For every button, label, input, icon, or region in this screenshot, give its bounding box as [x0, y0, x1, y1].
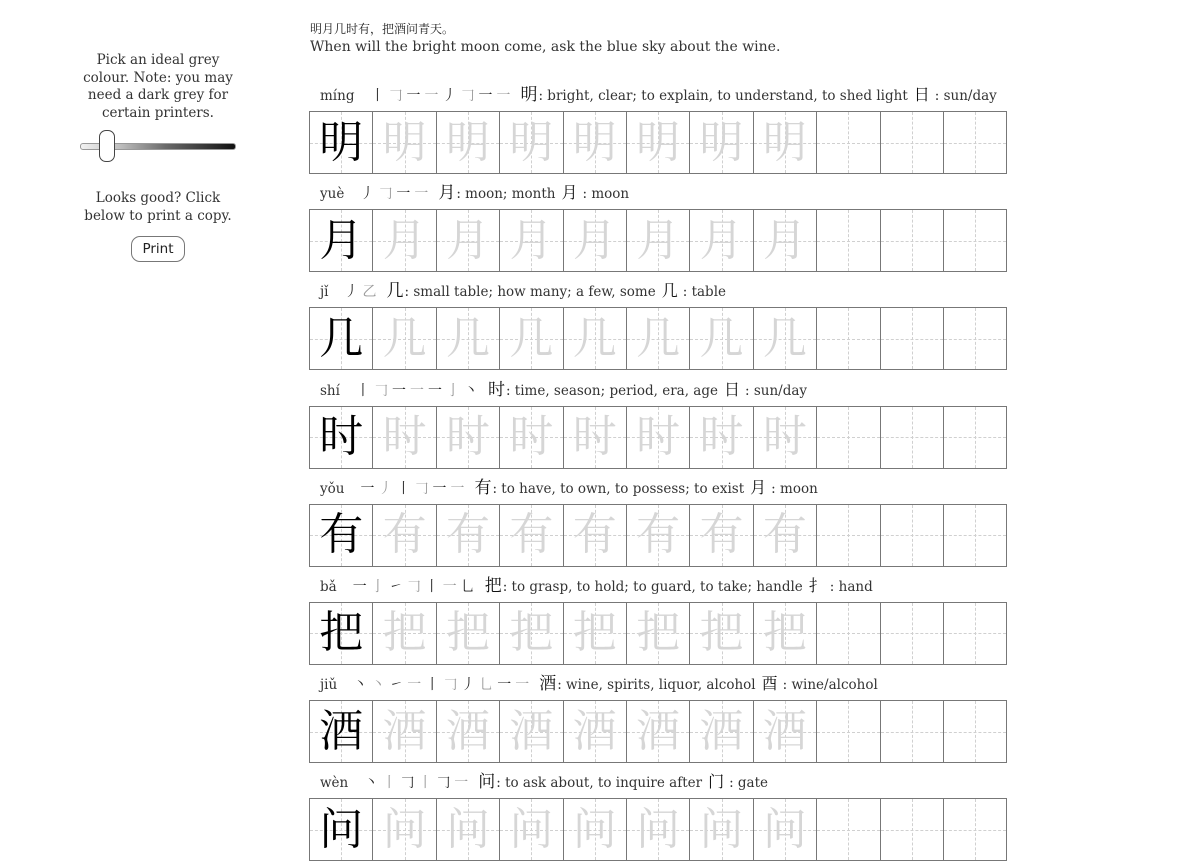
stroke-order	[351, 674, 531, 694]
stroke-step: 𠃌	[414, 480, 429, 497]
stroke-step: 𠃌	[378, 186, 393, 203]
character-info-line	[320, 767, 774, 792]
trace-character: 时	[445, 411, 490, 463]
practice-cell[interactable]	[627, 603, 690, 664]
stroke-step: 丨	[382, 775, 397, 792]
character-block	[309, 373, 1007, 471]
character-info	[309, 569, 1007, 602]
practice-cell[interactable]	[437, 308, 500, 369]
stroke-step: 𠃌	[373, 382, 388, 399]
radical-meaning: : sun/day	[934, 88, 997, 104]
stroke-step: 一	[497, 677, 512, 694]
character-info	[309, 373, 1007, 406]
practice-cell[interactable]	[627, 308, 690, 369]
trace-character: 酒	[445, 705, 490, 757]
character-block	[309, 78, 1007, 176]
character-meaning: : to ask about, to inquire after	[496, 775, 703, 792]
practice-cell[interactable]	[373, 112, 436, 173]
stroke-step: 𠃌	[400, 775, 415, 792]
practice-cell[interactable]	[690, 701, 753, 762]
stroke-step: 一	[450, 480, 465, 497]
trace-character: 把	[762, 607, 807, 659]
practice-grid	[309, 406, 1007, 469]
trace-character: 明	[382, 116, 427, 168]
stroke-step: ㇀	[388, 578, 403, 595]
practice-cell[interactable]	[817, 210, 880, 271]
practice-grid	[309, 602, 1007, 665]
practice-cell[interactable]	[627, 407, 690, 468]
practice-cell[interactable]	[564, 407, 627, 468]
stroke-step: 一	[496, 88, 511, 104]
practice-cell[interactable]	[310, 505, 373, 566]
stroke-step: 𠃌	[460, 88, 475, 104]
stroke-step: 丿	[461, 677, 476, 694]
stroke-step: 丨	[355, 382, 370, 399]
character-glyph: 酒	[539, 674, 557, 695]
stroke-step: 一	[424, 88, 439, 104]
model-character: 酒	[319, 705, 364, 757]
character-meaning: : time, season; period, era, age	[505, 382, 718, 399]
practice-cell[interactable]	[881, 701, 944, 762]
poem-english: When will the bright moon come, ask the blue sky about the wine.	[310, 39, 781, 55]
practice-grid	[309, 209, 1007, 272]
character-glyph: 月	[438, 183, 456, 204]
character-info	[309, 78, 1007, 111]
radical-glyph: 几	[661, 281, 678, 301]
practice-cell[interactable]	[310, 112, 373, 173]
practice-cell[interactable]	[627, 701, 690, 762]
trace-character: 酒	[509, 705, 554, 757]
practice-cell[interactable]	[881, 308, 944, 369]
pinyin: wèn	[320, 775, 349, 792]
practice-cell[interactable]	[373, 308, 436, 369]
radical-meaning: : sun/day	[745, 382, 808, 399]
trace-character: 问	[762, 803, 807, 855]
model-character: 几	[319, 312, 364, 364]
stroke-step: 乚	[460, 578, 475, 595]
pinyin: shí	[320, 382, 340, 399]
trace-character: 酒	[699, 705, 744, 757]
grey-picker-panel	[78, 52, 238, 262]
stroke-step: 一	[427, 382, 442, 399]
practice-cell[interactable]	[944, 603, 1007, 664]
trace-character: 有	[572, 509, 617, 561]
practice-cell[interactable]	[817, 308, 880, 369]
character-meaning: : to have, to own, to possess; to exist	[492, 480, 745, 497]
practice-cell[interactable]	[500, 112, 563, 173]
trace-character: 问	[636, 803, 681, 855]
character-block	[309, 176, 1007, 274]
character-block	[309, 667, 1007, 765]
practice-cell[interactable]	[373, 407, 436, 468]
pinyin: míng	[320, 88, 355, 104]
practice-cell[interactable]	[690, 407, 753, 468]
model-character: 问	[319, 803, 364, 855]
practice-grid	[309, 307, 1007, 370]
trace-character: 把	[699, 607, 744, 659]
stroke-step: 𠃌	[436, 775, 451, 792]
practice-cell[interactable]	[754, 308, 817, 369]
practice-grid	[309, 798, 1007, 861]
model-character: 明	[319, 116, 364, 168]
practice-cell[interactable]	[437, 799, 500, 860]
practice-sheet	[309, 78, 1007, 864]
practice-cell[interactable]	[373, 701, 436, 762]
practice-cell[interactable]	[881, 505, 944, 566]
character-meaning: : bright, clear; to explain, to understand, to shed light	[538, 88, 908, 104]
practice-cell[interactable]	[817, 112, 880, 173]
character-glyph: 几	[386, 281, 404, 302]
stroke-step: 丶	[463, 382, 478, 399]
character-glyph: 明	[520, 85, 538, 105]
practice-grid	[309, 111, 1007, 174]
practice-cell[interactable]	[564, 308, 627, 369]
radical-glyph: 月	[561, 183, 578, 203]
stroke-step: 一	[478, 88, 493, 104]
stroke-step: 丨	[396, 480, 411, 497]
stroke-step: 丿	[344, 284, 359, 301]
practice-cell[interactable]	[500, 210, 563, 271]
practice-cell[interactable]	[627, 210, 690, 271]
trace-character: 明	[509, 116, 554, 168]
trace-character: 时	[636, 411, 681, 463]
radical-meaning: : wine/alcohol	[782, 677, 878, 694]
practice-cell[interactable]	[437, 701, 500, 762]
practice-cell[interactable]	[627, 799, 690, 860]
character-glyph: 有	[474, 477, 492, 498]
practice-cell[interactable]	[754, 210, 817, 271]
character-info-line	[320, 178, 635, 203]
radical-meaning: : hand	[829, 578, 873, 595]
trace-character: 酒	[382, 705, 427, 757]
trace-character: 问	[445, 803, 490, 855]
stroke-step: 丨	[370, 88, 385, 104]
trace-character: 明	[699, 116, 744, 168]
poem-chinese: 明月几时有，把酒问青天。	[310, 22, 455, 36]
stroke-step: 亅	[370, 578, 385, 595]
practice-cell[interactable]	[754, 112, 817, 173]
model-character: 把	[319, 607, 364, 659]
practice-cell[interactable]	[564, 603, 627, 664]
radical-glyph: 月	[750, 477, 767, 497]
radical-glyph: 日	[913, 85, 930, 104]
stroke-step: 丶	[364, 775, 379, 792]
radical-glyph: 扌	[808, 575, 825, 595]
practice-cell[interactable]	[310, 210, 373, 271]
pinyin: jiǔ	[320, 677, 338, 694]
trace-character: 酒	[762, 705, 807, 757]
trace-character: 问	[382, 803, 427, 855]
practice-cell[interactable]	[754, 701, 817, 762]
practice-cell[interactable]	[373, 603, 436, 664]
practice-cell[interactable]	[310, 701, 373, 762]
practice-cell[interactable]	[754, 407, 817, 468]
trace-character: 月	[762, 214, 807, 266]
stroke-step: 𠃌	[443, 677, 458, 694]
character-info-line	[320, 375, 813, 400]
trace-character: 把	[382, 607, 427, 659]
stroke-step: 丿	[378, 480, 393, 497]
practice-cell[interactable]	[627, 505, 690, 566]
stroke-step: 一	[432, 480, 447, 497]
practice-cell[interactable]	[500, 603, 563, 664]
trace-character: 几	[382, 312, 427, 364]
character-info-line	[320, 80, 1003, 105]
practice-cell[interactable]	[373, 799, 436, 860]
trace-character: 明	[445, 116, 490, 168]
character-info-line	[320, 473, 824, 498]
trace-character: 明	[572, 116, 617, 168]
practice-cell[interactable]	[944, 701, 1007, 762]
stroke-step: 丶	[353, 677, 368, 694]
character-meaning: : moon; month	[456, 186, 556, 203]
model-character: 月	[319, 214, 364, 266]
pinyin: bǎ	[320, 578, 337, 595]
practice-cell[interactable]	[564, 799, 627, 860]
trace-character: 月	[699, 214, 744, 266]
radical-glyph: 门	[708, 772, 725, 792]
character-info	[309, 274, 1007, 307]
character-info	[309, 176, 1007, 209]
radical-glyph: 日	[723, 379, 740, 399]
trace-character: 时	[762, 411, 807, 463]
trace-character: 月	[445, 214, 490, 266]
radical-meaning: : table	[682, 284, 726, 301]
trace-character: 有	[636, 509, 681, 561]
stroke-step: 𠃌	[406, 578, 421, 595]
practice-grid	[309, 700, 1007, 763]
practice-cell[interactable]	[310, 308, 373, 369]
character-info	[309, 667, 1007, 700]
stroke-step: 丨	[424, 578, 439, 595]
trace-character: 问	[509, 803, 554, 855]
grey-instructions: Pick an ideal grey colour. Note: you may need a dark grey for certain printers.	[83, 52, 233, 121]
stroke-step: 一	[360, 480, 375, 497]
character-info-line	[320, 276, 732, 301]
practice-cell[interactable]	[944, 112, 1007, 173]
stroke-step: 一	[442, 578, 457, 595]
radical-meaning: : moon	[771, 480, 818, 497]
practice-cell[interactable]	[627, 112, 690, 173]
practice-cell[interactable]	[437, 112, 500, 173]
practice-cell[interactable]	[881, 112, 944, 173]
practice-cell[interactable]	[881, 407, 944, 468]
practice-cell[interactable]	[944, 308, 1007, 369]
stroke-order	[354, 380, 480, 400]
trace-character: 几	[762, 312, 807, 364]
trace-character: 几	[636, 312, 681, 364]
trace-character: 有	[445, 509, 490, 561]
practice-cell[interactable]	[817, 799, 880, 860]
stroke-step: 亅	[445, 382, 460, 399]
practice-cell[interactable]	[500, 799, 563, 860]
practice-cell[interactable]	[564, 112, 627, 173]
character-meaning: : small table; how many; a few, some	[404, 284, 656, 301]
print-button[interactable]: Print	[131, 236, 184, 262]
stroke-step: 一	[391, 382, 406, 399]
trace-character: 时	[382, 411, 427, 463]
practice-cell[interactable]	[690, 799, 753, 860]
stroke-step: 丿	[442, 88, 457, 104]
trace-character: 时	[509, 411, 554, 463]
trace-character: 把	[509, 607, 554, 659]
trace-character: 问	[699, 803, 744, 855]
pinyin: yuè	[320, 186, 345, 203]
practice-cell[interactable]	[817, 701, 880, 762]
character-meaning: : wine, spirits, liquor, alcohol	[557, 677, 756, 694]
practice-cell[interactable]	[881, 210, 944, 271]
practice-cell[interactable]	[500, 407, 563, 468]
stroke-step: 一	[407, 677, 422, 694]
trace-character: 明	[762, 116, 807, 168]
character-glyph: 时	[487, 379, 505, 400]
practice-cell[interactable]	[564, 210, 627, 271]
trace-character: 月	[636, 214, 681, 266]
practice-cell[interactable]	[500, 308, 563, 369]
stroke-order	[358, 478, 466, 498]
stroke-step: 丨	[418, 775, 433, 792]
practice-cell[interactable]	[500, 701, 563, 762]
character-block	[309, 471, 1007, 569]
practice-cell[interactable]	[690, 603, 753, 664]
practice-cell[interactable]	[754, 799, 817, 860]
stroke-step: 一	[396, 186, 411, 203]
trace-character: 有	[762, 509, 807, 561]
stroke-step: 一	[414, 186, 429, 203]
character-glyph: 把	[484, 575, 502, 596]
stroke-step: 乚	[479, 677, 494, 694]
trace-character: 把	[572, 607, 617, 659]
model-character: 时	[319, 411, 364, 463]
practice-cell[interactable]	[564, 505, 627, 566]
stroke-step: 一	[409, 382, 424, 399]
practice-cell[interactable]	[754, 505, 817, 566]
trace-character: 月	[509, 214, 554, 266]
radical-glyph: 酉	[761, 674, 778, 694]
practice-cell[interactable]	[437, 505, 500, 566]
practice-cell[interactable]	[817, 603, 880, 664]
stroke-step: 𠃌	[388, 88, 403, 104]
stroke-step: 一	[352, 578, 367, 595]
stroke-order	[343, 281, 379, 301]
practice-cell[interactable]	[944, 505, 1007, 566]
practice-cell[interactable]	[690, 308, 753, 369]
trace-character: 几	[445, 312, 490, 364]
character-info	[309, 471, 1007, 504]
practice-cell[interactable]	[373, 505, 436, 566]
practice-cell[interactable]	[881, 799, 944, 860]
stroke-step: 丶	[371, 677, 386, 694]
poem-heading	[310, 20, 780, 56]
stroke-step: 丨	[425, 677, 440, 694]
practice-cell[interactable]	[690, 505, 753, 566]
character-glyph: 问	[478, 772, 496, 793]
stroke-step: 丿	[360, 186, 375, 203]
practice-cell[interactable]	[690, 210, 753, 271]
trace-character: 把	[445, 607, 490, 659]
practice-cell[interactable]	[310, 799, 373, 860]
stroke-step: 一	[515, 677, 530, 694]
character-meaning: : to grasp, to hold; to guard, to take; handle	[502, 578, 803, 595]
character-block	[309, 569, 1007, 667]
practice-cell[interactable]	[373, 210, 436, 271]
trace-character: 有	[699, 509, 744, 561]
practice-cell[interactable]	[564, 701, 627, 762]
practice-cell[interactable]	[881, 603, 944, 664]
trace-character: 几	[509, 312, 554, 364]
practice-cell[interactable]	[944, 407, 1007, 468]
trace-character: 明	[636, 116, 681, 168]
trace-character: 有	[382, 509, 427, 561]
practice-cell[interactable]	[817, 505, 880, 566]
practice-cell[interactable]	[944, 799, 1007, 860]
practice-cell[interactable]	[754, 603, 817, 664]
trace-character: 时	[699, 411, 744, 463]
radical-meaning: : gate	[729, 775, 769, 792]
character-info-line	[320, 571, 879, 596]
stroke-step: ㇀	[389, 677, 404, 694]
pinyin: yǒu	[320, 480, 345, 497]
model-character: 有	[319, 509, 364, 561]
trace-character: 把	[636, 607, 681, 659]
practice-cell[interactable]	[817, 407, 880, 468]
practice-cell[interactable]	[310, 407, 373, 468]
practice-grid	[309, 504, 1007, 567]
practice-cell[interactable]	[500, 505, 563, 566]
trace-character: 酒	[572, 705, 617, 757]
stroke-order	[351, 576, 477, 596]
stroke-order	[368, 85, 512, 105]
grey-slider[interactable]	[78, 130, 238, 170]
stroke-order	[362, 772, 470, 792]
character-info-line	[320, 669, 884, 694]
pinyin: jǐ	[320, 284, 329, 301]
stroke-step: 一	[454, 775, 469, 792]
print-hint: Looks good? Click below to print a copy.	[84, 190, 232, 224]
character-info	[309, 765, 1007, 798]
practice-cell[interactable]	[690, 112, 753, 173]
stroke-step: 一	[406, 88, 421, 104]
trace-character: 酒	[636, 705, 681, 757]
radical-meaning: : moon	[582, 186, 630, 203]
practice-cell[interactable]	[944, 210, 1007, 271]
practice-cell[interactable]	[310, 603, 373, 664]
trace-character: 几	[699, 312, 744, 364]
trace-character: 几	[572, 312, 617, 364]
stroke-order	[358, 183, 430, 203]
character-block	[309, 274, 1007, 372]
grey-slider-thumb[interactable]	[99, 130, 115, 162]
trace-character: 问	[572, 803, 617, 855]
stroke-step: 乙	[362, 284, 377, 301]
trace-character: 时	[572, 411, 617, 463]
practice-cell[interactable]	[437, 210, 500, 271]
trace-character: 月	[382, 214, 427, 266]
practice-cell[interactable]	[437, 603, 500, 664]
trace-character: 月	[572, 214, 617, 266]
practice-cell[interactable]	[437, 407, 500, 468]
trace-character: 有	[509, 509, 554, 561]
character-block	[309, 765, 1007, 863]
